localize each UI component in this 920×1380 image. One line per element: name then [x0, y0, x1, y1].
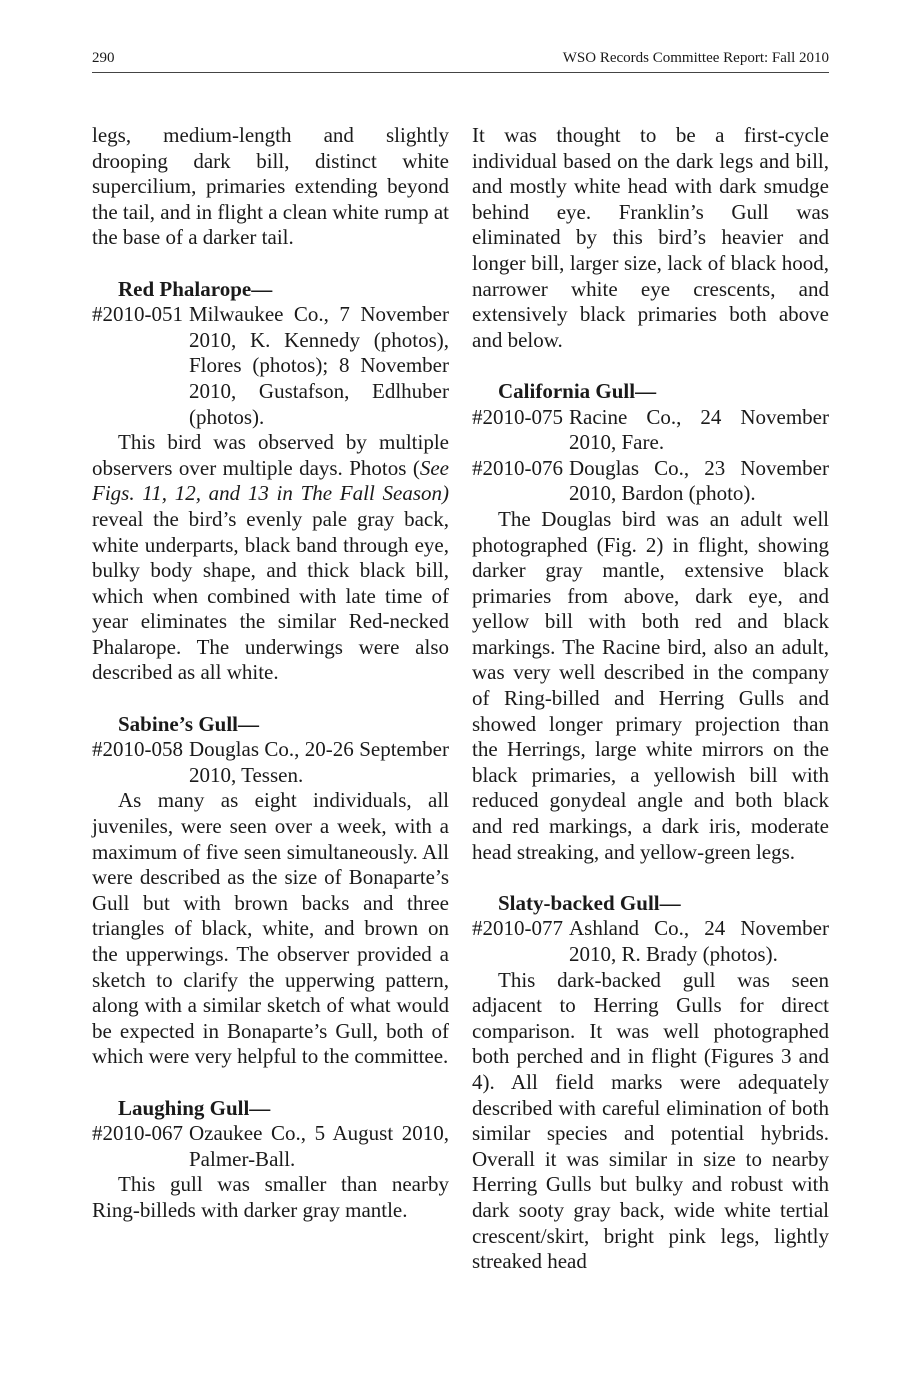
species-description: The Douglas bird was an adult well photographed (Fig. 2) in flight, showing darker gray mantle, extensive black primaries from above, dark eye, and yellow bill with both red and black markings. The Racine bird, also an adult, was very well described in the company of Ring-billed and Herring Gulls and showed longer primary projection than the Herrings, large white mirrors on the black primaries, a yellowish bill with reduced gonydeal angle and both black and red markings, a dark iris, moderate head streaking, and yellow-green legs. — [472, 506, 829, 864]
record-entry — [472, 456, 829, 507]
record-details: Douglas Co., 20-26 September 2010, Tessen. — [189, 737, 449, 787]
record-number: #2010-051 — [92, 302, 183, 327]
species-heading: Slaty-backed Gull— — [498, 890, 681, 915]
running-title: WSO Records Committee Report: Fall 2010 — [562, 50, 829, 66]
species-description: This bird was observed by multiple observers over multiple days. Photos (See Figs. 11, 12, and 13 in The Fall Season) reveal the bird’s evenly pale gray back, white underparts, black band through eye, bulky body shape, and thick black bill, which when combined with late time of year eliminates the similar Red-necked Phalarope. The underwings were also described as all white. — [92, 430, 449, 685]
left-column — [92, 123, 449, 1224]
page-number: 290 — [92, 50, 115, 66]
record-number: #2010-076 — [472, 455, 563, 480]
record-entry — [92, 737, 449, 788]
record-entry — [472, 405, 829, 456]
intro-continuation: legs, medium-length and slightly drooping dark bill, distinct white supercilium, primaries extending beyond the tail, and in flight a clean white rump at the base of a darker tail. — [92, 123, 449, 250]
laughing-gull-continuation: It was thought to be a first-cycle individual based on the dark legs and bill, and mostly white head with dark smudge behind eye. Franklin’s Gull was eliminated by this bird’s heavier and longer bill, larger size, lack of black hood, narrower white eye crescents, and extensively black primaries both above and below. — [472, 123, 829, 352]
record-details: Milwaukee Co., 7 November 2010, K. Kennedy (photos), Flores (photos); 8 November 2010, Gustafson, Edlhuber (photos). — [189, 302, 449, 429]
record-number: #2010-075 — [472, 404, 563, 429]
record-details: Racine Co., 24 November 2010, Fare. — [569, 404, 829, 455]
species-description: As many as eight individuals, all juveniles, were seen over a week, with a maximum of five seen simultaneously. All were described as the size of Bonaparte’s Gull but with brown backs and three triangles of black, white, and brown on the upperwings. The observer provided a sketch to clarify the upperwing pattern, along with a similar sketch of what would be expected in Bonaparte’s Gull, both of which were very helpful to the committee. — [92, 788, 449, 1069]
species-heading: Laughing Gull— — [118, 1095, 271, 1120]
species-heading: Sabine’s Gull— — [118, 711, 260, 736]
record-entry — [92, 1121, 449, 1172]
species-description: This gull was smaller than nearby Ring-billeds with darker gray mantle. — [92, 1172, 449, 1222]
running-header — [92, 48, 829, 73]
species-heading: California Gull— — [498, 378, 657, 403]
record-number: #2010-077 — [472, 916, 563, 941]
record-details: Ozaukee Co., 5 August 2010, Palmer-Ball. — [189, 1121, 449, 1171]
right-column — [472, 123, 829, 1275]
record-number: #2010-058 — [92, 737, 183, 762]
record-number: #2010-067 — [92, 1121, 183, 1146]
species-description: This dark-backed gull was seen adjacent to Herring Gulls for direct comparison. It was well photographed both perched and in flight (Figures 3 and 4). All field marks were adequately described with careful elimination of both similar species and potential hybrids. Overall it was similar in size to nearby Herring Gulls but bulky and robust with dark sooty gray back, wide white tertial crescent/skirt, bright pink legs, lightly streaked head — [472, 967, 829, 1274]
record-entry — [92, 302, 449, 430]
record-entry — [472, 916, 829, 967]
figure-reference: See Figs. 11, 12, and 13 in The Fall Season) — [92, 455, 449, 506]
record-details: Ashland Co., 24 November 2010, R. Brady (photos). — [569, 916, 829, 966]
record-details: Douglas Co., 23 November 2010, Bardon (photo). — [569, 455, 829, 506]
species-heading: Red Phalarope— — [118, 276, 273, 301]
